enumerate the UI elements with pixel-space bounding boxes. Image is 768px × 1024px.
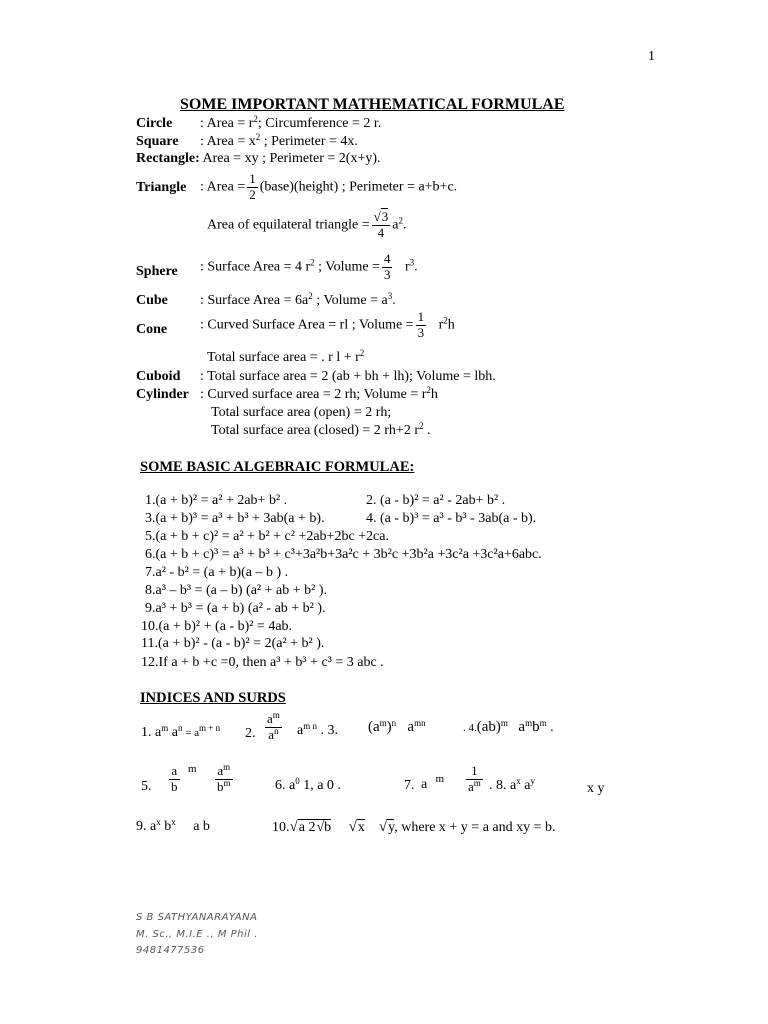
author-name: S B SATHYANARAYANA bbox=[136, 912, 258, 923]
rectangle-label: Rectangle: bbox=[136, 151, 200, 166]
cylinder-label: Cylinder bbox=[136, 387, 189, 402]
rectangle-formula: Area = xy ; Perimeter = 2(x+y). bbox=[202, 151, 381, 166]
formula-12: 12.If a + b +c =0, then a³ + b³ + c³ = 3 abc . bbox=[141, 655, 384, 670]
index-rule-10: 10.√a 2√b √x √y, where x + y = a and xy = b. bbox=[272, 819, 556, 835]
cuboid-formula: : Total surface area = 2 (ab + bh + lh); Volume = lbh. bbox=[200, 369, 496, 384]
cylinder-row bbox=[136, 385, 438, 402]
cylinder-closed-row: Total surface area (closed) = 2 rh+2 $r^2$ . bbox=[211, 421, 431, 438]
square-label: Square bbox=[136, 134, 179, 149]
formula-7: 7.a² - b² = (a + b)(a – b ) . bbox=[145, 565, 289, 580]
cone-label: Cone bbox=[136, 322, 168, 337]
author-degrees: M. Sc., M.I.E ., M Phil . bbox=[136, 929, 258, 940]
sphere-label: Sphere bbox=[136, 264, 178, 279]
circle-row bbox=[136, 114, 382, 131]
square-row bbox=[136, 132, 358, 149]
cube-label: Cube bbox=[136, 293, 168, 308]
cube-row bbox=[136, 291, 396, 308]
cuboid-label: Cuboid bbox=[136, 369, 181, 384]
cylinder-open-row: Total surface area (open) = 2 rh; bbox=[211, 405, 392, 420]
cube-formula: : Surface Area = $6a^2$ ; Volume = $a^3$. bbox=[200, 291, 396, 308]
cone-formula: : Curved Surface Area = rl ; Volume = $\frac{1}{3}$ $r^2h$ bbox=[200, 309, 455, 340]
formula-8: 8.a³ – b³ = (a – b) (a² + ab + b² ). bbox=[145, 583, 327, 598]
index-rule-9: 9. $a^x$ $b^x$ a b bbox=[136, 817, 210, 834]
index-rule-3: $(a^m)^n$ $a^{mn}$ bbox=[368, 718, 426, 735]
circle-label: Circle bbox=[136, 116, 173, 131]
page-number: 1 bbox=[648, 49, 655, 64]
index-rule-7: 7. bbox=[404, 778, 415, 793]
sphere-formula: : Surface Area = 4 $r^2$ ; Volume = $\frac{4}{3}$ $r^3$. bbox=[200, 251, 418, 282]
square-formula: : Area = $x^2$ ; Perimeter = 4x. bbox=[200, 132, 358, 149]
formula-5: 5.(a + b + c)² = a² + b² + c² +2ab+2bc +2ca. bbox=[145, 529, 389, 544]
indices-heading: INDICES AND SURDS bbox=[140, 690, 286, 706]
rectangle-row bbox=[136, 152, 381, 166]
formula-9: 9.a³ + b³ = (a + b) (a² - ab + b² ). bbox=[145, 601, 326, 616]
formula-6: 6.(a + b + c)³ = a³ + b³ + c³+3a²b+3a²c + 3b²c +3b²a +3c²a +3c²a+6abc. bbox=[145, 547, 542, 562]
equilateral-row: Area of equilateral triangle = $\frac{√3}{4}$ $a^2$. bbox=[207, 209, 407, 240]
formula-11: 11.(a + b)² - (a - b)² = 2(a² + b² ). bbox=[141, 636, 325, 651]
cuboid-row bbox=[136, 369, 496, 384]
author-phone: 9481477536 bbox=[136, 945, 205, 956]
formula-10: 10.(a + b)² + (a - b)² = 4ab. bbox=[141, 619, 293, 634]
formula-4: 4. (a - b)³ = a³ - b³ - 3ab(a - b). bbox=[366, 511, 537, 526]
cylinder-formula: : Curved surface area = 2 rh; Volume = $r^2h$ bbox=[200, 385, 438, 402]
circle-formula: : Area = $r^2$; Circumference = 2 r. bbox=[200, 114, 382, 131]
cone-total-row: Total surface area = . r $l + r^2$ bbox=[207, 348, 365, 365]
formula-3: 3.(a + b)³ = a³ + b³ + 3ab(a + b). bbox=[145, 511, 325, 526]
index-rule-6: 6. $a^0$ 1, a 0 . bbox=[275, 776, 341, 793]
algebra-heading: SOME BASIC ALGEBRAIC FORMULAE: bbox=[140, 459, 415, 475]
formula-2: 2. (a - b)² = a² - 2ab+ b² . bbox=[366, 493, 506, 508]
index-rule-1: 1. $a^m$ $a^n = a^{m + n}$ bbox=[141, 723, 221, 740]
index-row-2: 5. $\frac{a}{b}$ m $\frac{a^m}{b^m}$ 6. $a^0$ 1, a 0 . 7. a $^m$ $\frac{1}{a^m}$ . 8. $a^x$ $a^y$ x y bbox=[141, 762, 605, 796]
index-rule-4: . 4.(ab)$^m$ $a^mb^m$ . bbox=[463, 718, 554, 735]
page-title: SOME IMPORTANT MATHEMATICAL FORMULAE bbox=[180, 96, 565, 113]
triangle-label: Triangle bbox=[136, 180, 187, 195]
index-rule-5: 5. bbox=[141, 779, 152, 794]
index-rule-8: . 8. $a^x$ $a^y$ bbox=[489, 776, 535, 793]
formula-1: 1.(a + b)² = a² + 2ab+ b² . bbox=[145, 493, 288, 508]
triangle-formula: : Area = $\frac{1}{2}$ (base)(height) ; Perimeter = a+b+c. bbox=[200, 171, 458, 202]
